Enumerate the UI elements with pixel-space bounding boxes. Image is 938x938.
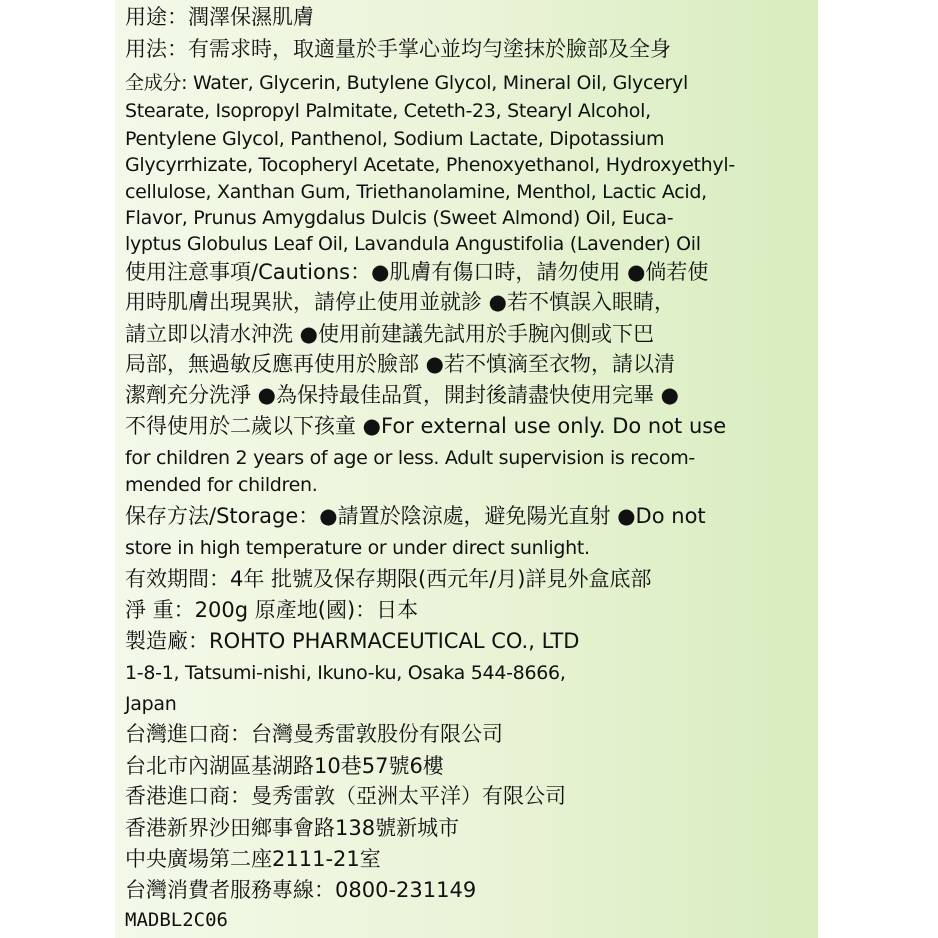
expiry-line: 有效期間：4年 批號及保存期限(西元年/月)詳見外盒底部 [125, 567, 652, 591]
ingredients-line-5: cellulose, Xanthan Gum, Triethanolamine, Menthol, Lactic Acid, [125, 181, 707, 203]
cautions-line-7: for children 2 years of age or less. Adult supervision is recom- [125, 447, 695, 469]
product-code: MADBL2C06 [125, 909, 228, 931]
cautions-line-4: 局部，無過敏反應再使用於臉部 ●若不慎滴至衣物，請以清 [125, 352, 675, 376]
taiwan-importer-address-line: 台北市內湖區基湖路10巷57號6樓 [125, 754, 444, 778]
directions-line: 用法：有需求時，取適量於手掌心並均勻塗抹於臉部及全身 [125, 37, 671, 61]
consumer-hotline-line: 台灣消費者服務專線：0800-231149 [125, 878, 477, 902]
ingredients-line-4: Glycyrrhizate, Tocopheryl Acetate, Phenoxyethanol, Hydroxyethyl- [125, 154, 735, 176]
hongkong-importer-address-line-1: 香港新界沙田鄉事會路138號新城市 [125, 816, 460, 840]
cautions-line-1: 使用注意事項/Cautions：●肌膚有傷口時，請勿使用 ●倘若使 [125, 260, 709, 284]
product-label [115, 0, 818, 938]
ingredients-line-6: Flavor, Prunus Amygdalus Dulcis (Sweet Almond) Oil, Euca- [125, 207, 674, 229]
cautions-line-3: 請立即以清水沖洗 ●使用前建議先試用於手腕內側或下巴 [125, 322, 654, 346]
ingredients-line-2: Stearate, Isopropyl Palmitate, Ceteth-23, Stearyl Alcohol, [125, 100, 651, 122]
storage-line-2: store in high temperature or under direct sunlight. [125, 537, 590, 559]
cautions-line-8: mended for children. [125, 474, 318, 496]
manufacturer-address-line-2: Japan [125, 693, 177, 715]
cautions-line-6: 不得使用於二歲以下孩童 ●For external use only. Do not use [125, 414, 727, 438]
net-weight-line: 淨 重：200g 原產地(國)：日本 [125, 598, 419, 622]
manufacturer-address-line-1: 1-8-1, Tatsumi-nishi, Ikuno-ku, Osaka 544-8666, [125, 662, 566, 684]
ingredients-line-7: lyptus Globulus Leaf Oil, Lavandula Angustifolia (Lavender) Oil [125, 233, 701, 255]
ingredients-line-1: 全成分: Water, Glycerin, Butylene Glycol, Mineral Oil, Glyceryl [125, 72, 688, 94]
hongkong-importer-address-line-2: 中央廣場第二座2111-21室 [125, 847, 381, 871]
hongkong-importer-line: 香港進口商：曼秀雷敦（亞洲太平洋）有限公司 [125, 784, 566, 808]
ingredients-line-3: Pentylene Glycol, Panthenol, Sodium Lactate, Dipotassium [125, 128, 665, 150]
taiwan-importer-line: 台灣進口商：台灣曼秀雷敦股份有限公司 [125, 722, 503, 746]
storage-line-1: 保存方法/Storage：●請置於陰涼處，避免陽光直射 ●Do not [125, 504, 706, 528]
usage-line: 用途：潤澤保濕肌膚 [125, 5, 314, 29]
manufacturer-line: 製造廠：ROHTO PHARMACEUTICAL CO., LTD [125, 629, 580, 653]
cautions-line-5: 潔劑充分洗淨 ●為保持最佳品質，開封後請盡快使用完畢 ● [125, 383, 679, 407]
cautions-line-2: 用時肌膚出現異狀，請停止使用並就診 ●若不慎誤入眼睛， [125, 290, 675, 314]
